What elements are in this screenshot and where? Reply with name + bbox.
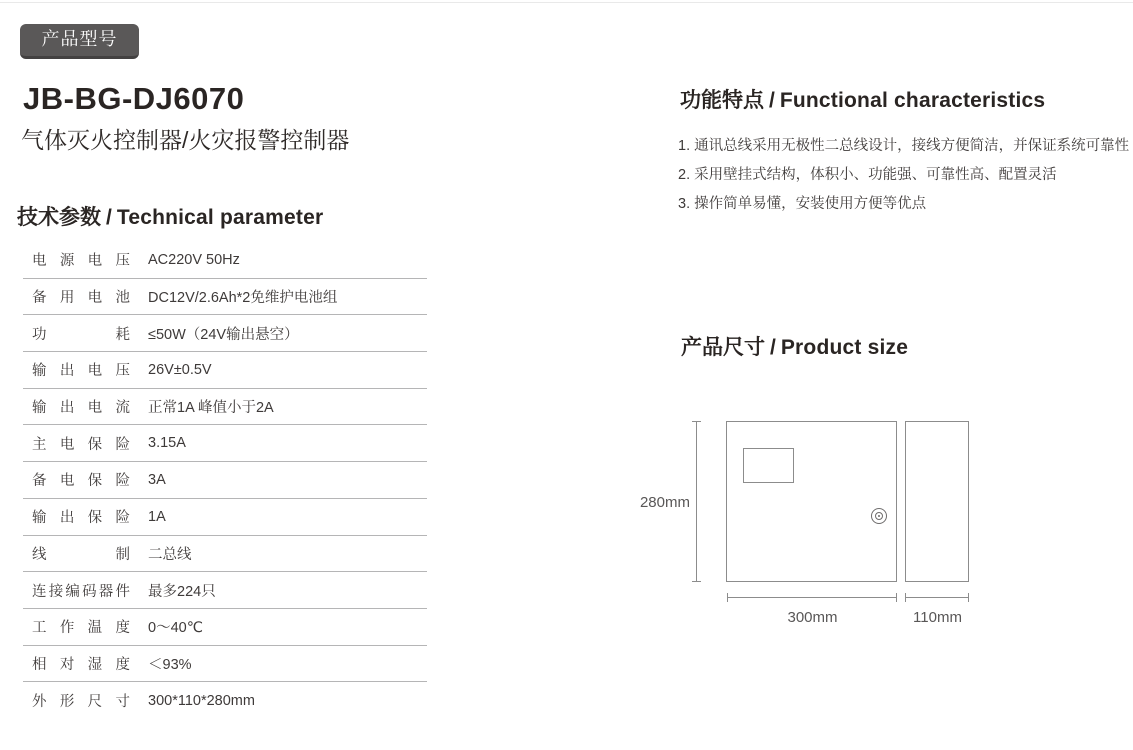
lock-icon-dot (878, 515, 880, 517)
features-heading-en: Functional characteristics (779, 89, 1046, 112)
table-row (23, 682, 427, 719)
param-value: 300*110*280mm (148, 692, 255, 709)
depth-dimension-label: 110mm (913, 609, 962, 626)
depth-dimension-cap-right (968, 593, 969, 602)
table-row (23, 609, 427, 646)
width-dimension-cap-left (727, 593, 728, 602)
display-window-outline (743, 448, 794, 483)
product-size-heading-en: Product size (780, 336, 909, 359)
width-dimension-line (727, 597, 897, 598)
param-value: 正常1A 峰值小于2A (148, 400, 274, 417)
features-heading (680, 84, 1045, 114)
param-value: 二总线 (148, 546, 192, 563)
height-dimension-cap-top (692, 421, 701, 422)
table-row (23, 462, 427, 499)
param-value: AC220V 50Hz (148, 251, 240, 268)
table-row (23, 242, 427, 279)
param-label: 输 出 保 险 (32, 510, 130, 527)
lock-icon (871, 508, 887, 524)
tech-params-heading-zh: 技术参数 (17, 206, 101, 229)
table-row (23, 572, 427, 609)
tech-params-heading-en: Technical parameter (116, 206, 324, 229)
param-value: 26V±0.5V (148, 361, 212, 378)
param-value: 3.15A (148, 435, 186, 452)
table-row (23, 389, 427, 426)
param-label: 工 作 温 度 (32, 620, 130, 637)
side-view-outline (905, 421, 969, 582)
table-row (23, 499, 427, 536)
table-row (23, 646, 427, 683)
product-size-heading (681, 331, 908, 361)
width-dimension-label: 300mm (787, 609, 838, 626)
param-value: ≤50W（24V输出悬空） (148, 326, 299, 343)
feature-item: 3. 操作简单易懂，安装使用方便等优点 (678, 196, 927, 212)
param-label: 连接编码器件 (32, 583, 130, 600)
param-value: 最多224只 (148, 583, 216, 600)
param-label: 外 形 尺 寸 (32, 694, 130, 711)
height-dimension-line (696, 421, 697, 582)
param-label: 相 对 湿 度 (32, 656, 130, 673)
heading-slash: / (769, 89, 775, 112)
front-view-outline (726, 421, 897, 582)
param-label: 线 制 (32, 546, 130, 563)
height-dimension-label: 280mm (639, 494, 690, 511)
table-row (23, 315, 427, 352)
param-label: 功 耗 (32, 326, 130, 343)
param-label: 备 电 保 险 (32, 473, 130, 490)
param-value: ＜93% (148, 656, 192, 673)
table-row (23, 536, 427, 573)
param-value: 1A (148, 508, 166, 525)
product-size-heading-zh: 产品尺寸 (681, 336, 765, 359)
table-row (23, 352, 427, 389)
heading-slash: / (106, 206, 112, 229)
product-model-title: JB-BG-DJ6070 (23, 81, 245, 116)
param-value: 0～40℃ (148, 620, 203, 637)
depth-dimension-line (905, 597, 969, 598)
model-badge: 产品型号 (20, 24, 139, 59)
param-value: DC12V/2.6Ah*2免维护电池组 (148, 290, 338, 307)
feature-item: 1. 通讯总线采用无极性二总线设计，接线方便简洁，并保证系统可靠性 (678, 138, 1130, 154)
param-value: 3A (148, 471, 166, 488)
tech-params-heading (17, 201, 323, 231)
height-dimension-cap-bottom (692, 581, 701, 582)
feature-list (678, 132, 1133, 219)
features-heading-zh: 功能特点 (680, 89, 764, 112)
table-row (23, 279, 427, 316)
tech-params-table (23, 242, 427, 719)
table-row (23, 425, 427, 462)
width-dimension-cap-right (896, 593, 897, 602)
feature-item: 2. 采用壁挂式结构，体积小、功能强、可靠性高、配置灵活 (678, 167, 1057, 183)
param-label: 主 电 保 险 (32, 436, 130, 453)
heading-slash: / (770, 336, 776, 359)
product-subtitle: 气体灭火控制器/火灾报警控制器 (21, 127, 350, 153)
param-label: 电 源 电 压 (32, 253, 130, 270)
param-label: 备 用 电 池 (32, 290, 130, 307)
param-label: 输 出 电 流 (32, 400, 130, 417)
param-label: 输 出 电 压 (32, 363, 130, 380)
depth-dimension-cap-left (905, 593, 906, 602)
top-divider (0, 2, 1133, 3)
